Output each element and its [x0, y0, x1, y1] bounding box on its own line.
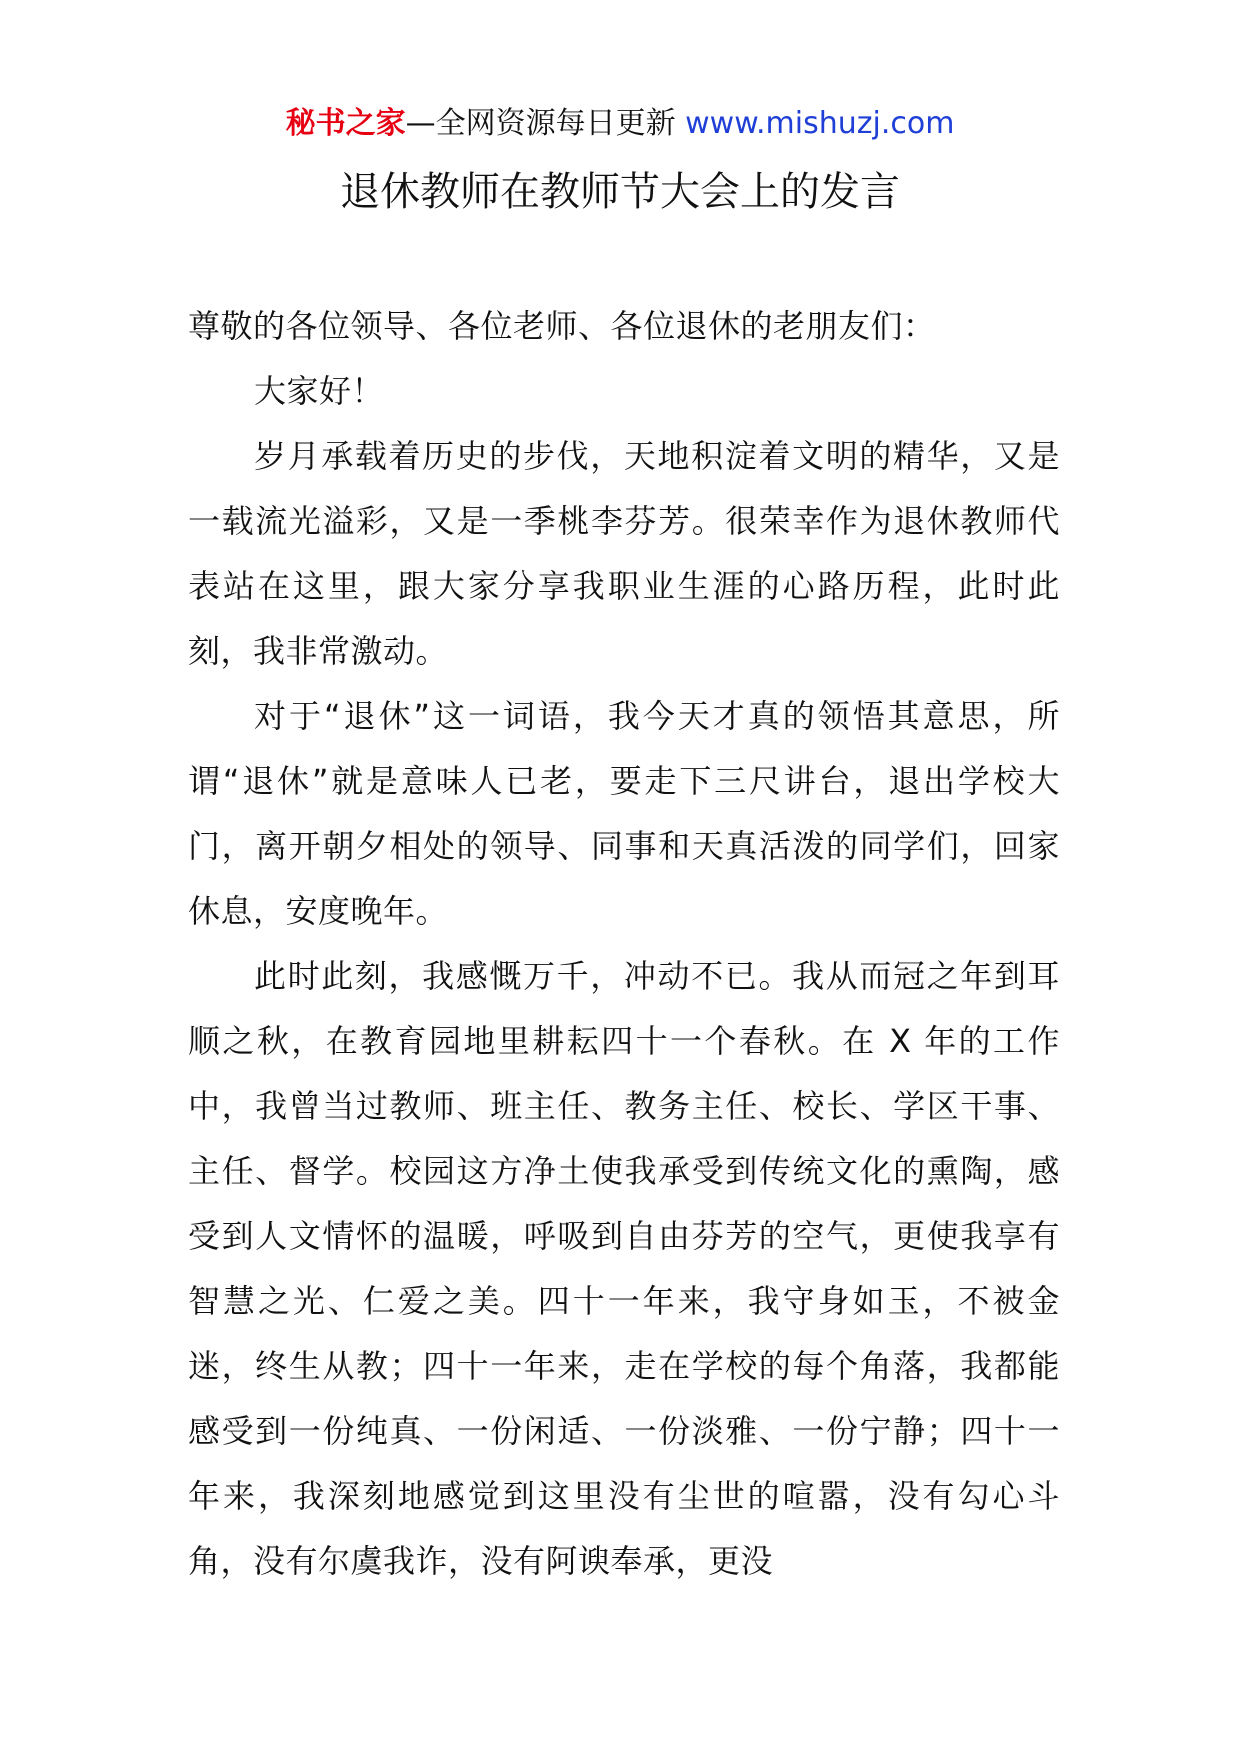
site-tagline: —全网资源每日更新 [405, 106, 686, 141]
site-brand: 秘书之家 [285, 106, 406, 141]
paragraph: 岁月承载着历史的步伐，天地积淀着文明的精华，又是一载流光溢彩，又是一季桃李芬芳。很荣幸作为退休教师代表站在这里，跟大家分享我职业生涯的心路历程，此时此刻，我非常激动。 [188, 437, 1060, 670]
site-header [0, 100, 1240, 148]
paragraph: 对于“退休”这一词语，我今天才真的领悟其意思，所谓“退休”就是意味人已老，要走下三尺讲台，退出学校大门，离开朝夕相处的领导、同事和天真活泼的同学们，回家休息，安度晚年。 [188, 697, 1060, 930]
salutation: 尊敬的各位领导、各位老师、各位退休的老朋友们： [188, 307, 936, 345]
paragraph: 此时此刻，我感慨万千，冲动不已。我从而冠之年到耳顺之秋，在教育园地里耕耘四十一个春秋。在 X 年的工作中，我曾当过教师、班主任、教务主任、校长、学区干事、主任、督学。校园这方净土使我承受到传统文化的熏陶，感受到人文情怀的温暖，呼吸到自由芬芳的空气，更使我享有智慧之光、仁爱之美。四十一年来，我守身如玉，不被金迷，终生从教；四十一年来，走在学校的每个角落，我都能感受到一份纯真、一份闲适、一份淡雅、一份宁静；四十一年来，我深刻地感觉到这里没有尘世的喧嚣，没有勾心斗角，没有尔虞我诈，没有阿谀奉承，更没 [188, 957, 1060, 1580]
site-url-link[interactable]: www.mishuzj.com [685, 106, 955, 141]
document-body [188, 294, 1060, 1594]
document-title: 退休教师在教师节大会上的发言 [340, 169, 900, 215]
paragraph-greeting: 大家好！ [254, 372, 385, 410]
